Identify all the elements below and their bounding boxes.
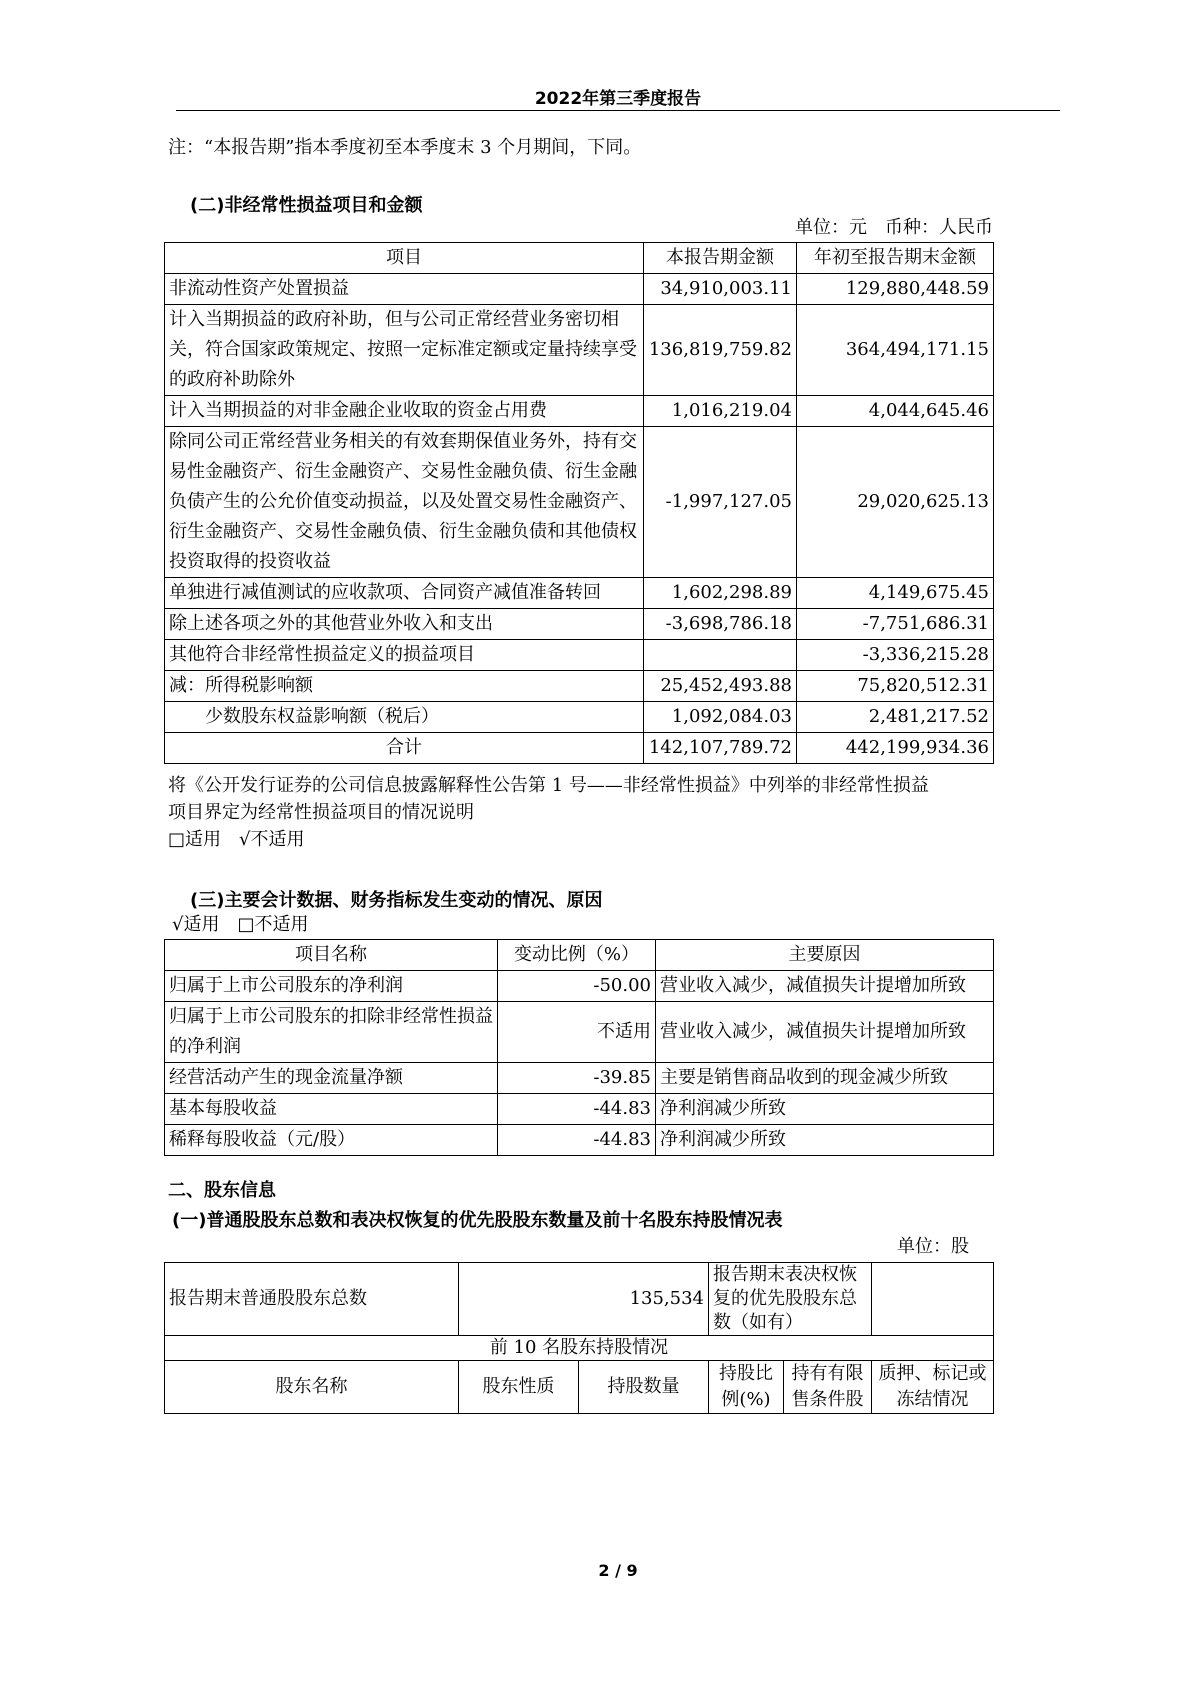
row-item: 计入当期损益的对非金融企业收取的资金占用费	[165, 396, 644, 427]
row-ytd: 4,149,675.45	[797, 578, 994, 609]
shareholder-table	[164, 1262, 994, 1414]
page-number: 2 / 9	[598, 1561, 638, 1580]
changes-table	[164, 939, 994, 1156]
section-changes-heading: (三)主要会计数据、财务指标发生变动的情况、原因	[190, 890, 603, 911]
row-item: 归属于上市公司股东的净利润	[165, 971, 498, 1002]
column-header: 年初至报告期末金额	[797, 243, 994, 274]
row-ytd: 29,020,625.13	[797, 427, 994, 578]
table-row	[165, 702, 994, 733]
top10-label: 前 10 名股东持股情况	[165, 1336, 994, 1361]
row-item: 除同公司正常经营业务相关的有效套期保值业务外，持有交易性金融资产、衍生金融资产、交易性金融负债、衍生金融负债产生的公允价值变动损益，以及处置交易性金融资产、衍生金融资产、交易性金融负债、衍生金融负债和其他债权投资取得的投资收益	[165, 427, 644, 578]
row-ytd: -7,751,686.31	[797, 609, 994, 640]
row-ytd: 129,880,448.59	[797, 274, 994, 305]
table-row	[165, 1336, 994, 1361]
table-row	[165, 1125, 994, 1156]
currency-unit: 单位：元 币种：人民币	[795, 217, 993, 238]
row-ytd: 442,199,934.36	[797, 733, 994, 764]
table-row	[165, 305, 994, 396]
table-row	[165, 1094, 994, 1125]
row-ratio: -44.83	[498, 1094, 656, 1125]
header-rule	[176, 110, 1060, 111]
row-current: 1,016,219.04	[644, 396, 797, 427]
column-header: 项目	[165, 243, 644, 274]
column-header: 变动比例（%）	[498, 940, 656, 971]
table-row	[165, 427, 994, 578]
row-item: 少数股东权益影响额（税后）	[165, 702, 644, 733]
row-current: 34,910,003.11	[644, 274, 797, 305]
row-current: 136,819,759.82	[644, 305, 797, 396]
nonrecurring-table	[164, 242, 994, 764]
table-row	[165, 396, 994, 427]
row-item: 基本每股收益	[165, 1094, 498, 1125]
row-item: 其他符合非经常性损益定义的损益项目	[165, 640, 644, 671]
table-total-row	[165, 733, 994, 764]
row-current: -1,997,127.05	[644, 427, 797, 578]
shareholder-subheading: (一)普通股股东总数和表决权恢复的优先股股东数量及前十名股东持股情况表	[172, 1210, 783, 1231]
explanation-line-2: 项目界定为经常性损益项目的情况说明	[168, 802, 474, 823]
table-header-row	[165, 1361, 994, 1414]
row-reason: 净利润减少所致	[656, 1094, 994, 1125]
period-note: 注：“本报告期”指本季度初至本季度末 3 个月期间，下同。	[168, 137, 642, 158]
row-ratio: -50.00	[498, 971, 656, 1002]
row-ratio: -44.83	[498, 1125, 656, 1156]
preferred-shareholders-label: 报告期末表决权恢复的优先股股东总数（如有）	[709, 1263, 872, 1336]
row-item: 非流动性资产处置损益	[165, 274, 644, 305]
row-ytd: 364,494,171.15	[797, 305, 994, 396]
table-row	[165, 640, 994, 671]
column-header: 本报告期金额	[644, 243, 797, 274]
share-unit: 单位：股	[897, 1236, 969, 1257]
table-row	[165, 609, 994, 640]
row-item: 合计	[165, 733, 644, 764]
table-header-row	[165, 243, 994, 274]
table-row	[165, 971, 994, 1002]
row-current: 1,092,084.03	[644, 702, 797, 733]
changes-applicable-status: √适用 □不适用	[172, 914, 309, 935]
row-item: 计入当期损益的政府补助，但与公司正常经营业务密切相关，符合国家政策规定、按照一定标准定额或定量持续享受的政府补助除外	[165, 305, 644, 396]
table-row	[165, 1263, 994, 1336]
row-reason: 营业收入减少，减值损失计提增加所致	[656, 1002, 994, 1063]
table-header-row	[165, 940, 994, 971]
row-item: 减：所得税影响额	[165, 671, 644, 702]
row-ratio: 不适用	[498, 1002, 656, 1063]
row-current: 25,452,493.88	[644, 671, 797, 702]
row-ytd: -3,336,215.28	[797, 640, 994, 671]
page-header-title: 2022年第三季度报告	[534, 89, 702, 109]
column-header: 持股比例(%)	[709, 1361, 784, 1414]
row-ytd: 75,820,512.31	[797, 671, 994, 702]
column-header: 持有有限售条件股	[784, 1361, 872, 1414]
applicable-status: □适用 √不适用	[168, 829, 305, 850]
row-current: 1,602,298.89	[644, 578, 797, 609]
row-item: 除上述各项之外的其他营业外收入和支出	[165, 609, 644, 640]
row-ytd: 2,481,217.52	[797, 702, 994, 733]
row-current: -3,698,786.18	[644, 609, 797, 640]
section-nonrecurring-heading: (二)非经常性损益项目和金额	[190, 195, 423, 216]
shareholder-info-heading: 二、股东信息	[168, 1180, 276, 1201]
row-reason: 净利润减少所致	[656, 1125, 994, 1156]
table-row	[165, 1063, 994, 1094]
table-row	[165, 578, 994, 609]
preferred-shareholders-value	[872, 1263, 994, 1336]
row-reason: 主要是销售商品收到的现金减少所致	[656, 1063, 994, 1094]
row-item: 稀释每股收益（元/股）	[165, 1125, 498, 1156]
column-header: 股东性质	[459, 1361, 579, 1414]
row-reason: 营业收入减少，减值损失计提增加所致	[656, 971, 994, 1002]
row-current: 142,107,789.72	[644, 733, 797, 764]
column-header: 股东名称	[165, 1361, 459, 1414]
column-header: 主要原因	[656, 940, 994, 971]
row-item: 经营活动产生的现金流量净额	[165, 1063, 498, 1094]
column-header: 项目名称	[165, 940, 498, 971]
column-header: 质押、标记或冻结情况	[872, 1361, 994, 1414]
explanation-line-1: 将《公开发行证券的公司信息披露解释性公告第 1 号——非经常性损益》中列举的非经常性损益	[168, 775, 929, 796]
row-item: 单独进行减值测试的应收款项、合同资产减值准备转回	[165, 578, 644, 609]
total-shareholders-value: 135,534	[459, 1263, 709, 1336]
table-row	[165, 671, 994, 702]
total-shareholders-label: 报告期末普通股股东总数	[165, 1263, 459, 1336]
table-row	[165, 1002, 994, 1063]
row-ytd: 4,044,645.46	[797, 396, 994, 427]
table-row	[165, 274, 994, 305]
column-header: 持股数量	[579, 1361, 709, 1414]
row-current	[644, 640, 797, 671]
row-item: 归属于上市公司股东的扣除非经常性损益的净利润	[165, 1002, 498, 1063]
row-ratio: -39.85	[498, 1063, 656, 1094]
